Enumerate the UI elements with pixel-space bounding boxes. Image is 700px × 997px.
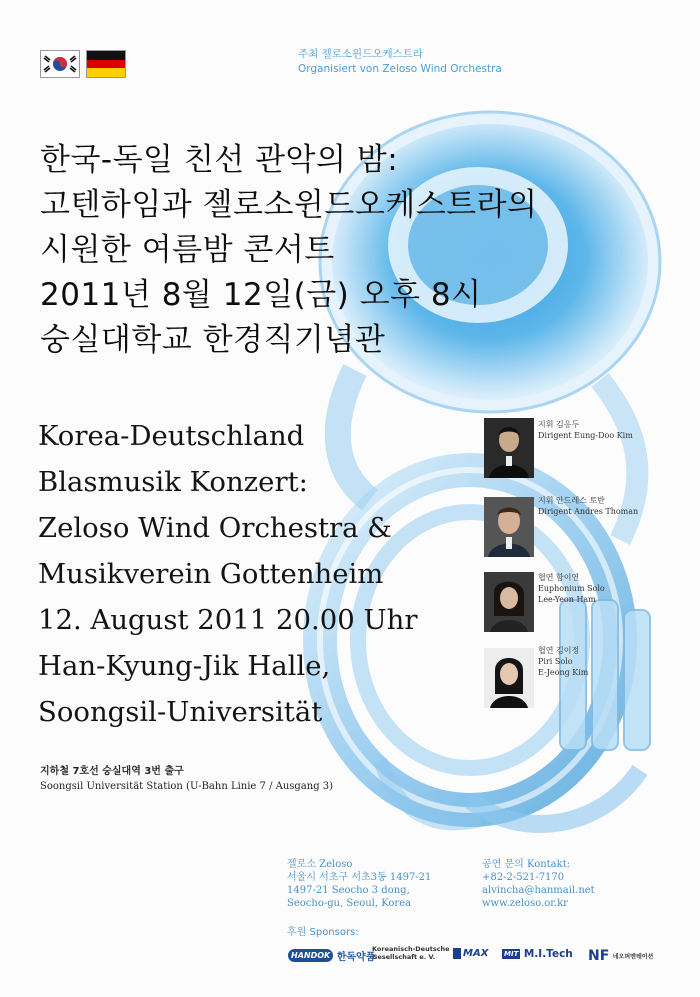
address-line: 서울시 서초구 서초3동 1497-21 bbox=[287, 872, 432, 883]
sponsor-mitech bbox=[502, 948, 573, 960]
sponsor-max bbox=[453, 948, 488, 959]
korean-title-line: 숭실대학교 한경직기념관 bbox=[40, 322, 386, 358]
german-title-line: Musikverein Gottenheim bbox=[38, 558, 384, 590]
performer-role-german: Dirigent Andres Thoman bbox=[538, 507, 639, 516]
conductor-thoman-photo bbox=[484, 497, 534, 557]
sponsor-name: 네오퍼멘테이션 bbox=[612, 953, 654, 961]
sponsors-label: 후원 Sponsors: bbox=[287, 927, 359, 938]
german-title-line: Blasmusik Konzert: bbox=[38, 466, 308, 498]
korean-title-line: 한국-독일 친선 관악의 밤: bbox=[40, 142, 399, 178]
contact-website[interactable]: www.zeloso.or.kr bbox=[482, 898, 568, 909]
german-title bbox=[38, 413, 418, 735]
sponsor-kdg bbox=[372, 945, 450, 961]
korean-title bbox=[40, 138, 538, 363]
contact-block bbox=[482, 858, 595, 910]
address-name: 젤로소 Zeloso bbox=[287, 859, 353, 870]
performer-name: E-Jeong Kim bbox=[538, 668, 589, 677]
station-german: Soongsil Universität Station (U-Bahn Linie 7 / Ausgang 3) bbox=[40, 781, 334, 792]
german-title-line: Han-Kyung-Jik Halle, bbox=[38, 650, 331, 682]
performer-1-text bbox=[538, 419, 633, 441]
sponsor-name: 한독약품 bbox=[336, 952, 376, 963]
contact-phone: +82-2-521-7170 bbox=[482, 872, 565, 883]
sponsor-name: Koreanisch-Deutsche bbox=[372, 945, 450, 953]
korean-title-line: 고텐하임과 젤로소윈드오케스트라의 bbox=[40, 187, 538, 223]
contact-email[interactable]: alvincha@hanmail.net bbox=[482, 885, 595, 896]
handok-logo-icon: HANDOK bbox=[288, 949, 333, 962]
korean-title-line: 2011년 8월 12일(금) 오후 8시 bbox=[40, 277, 482, 313]
max-logo-icon: MAX bbox=[453, 948, 488, 959]
performer-2-text bbox=[538, 495, 638, 517]
german-title-line: 12. August 2011 20.00 Uhr bbox=[38, 604, 418, 636]
sponsor-neofermentation bbox=[588, 948, 653, 964]
performer-role-korean: 협연 함이연 bbox=[538, 573, 580, 582]
performer-role-korean: 지휘 안드레스 토반 bbox=[538, 496, 605, 505]
performer-3-text bbox=[538, 572, 605, 605]
korea-flag-icon bbox=[40, 50, 80, 78]
conductor-kim-photo bbox=[484, 418, 534, 478]
organizer-german: Organisiert von Zeloso Wind Orchestra bbox=[298, 63, 502, 75]
station-korean: 지하철 7호선 숭실대역 3번 출구 bbox=[40, 766, 184, 777]
performer-4-text bbox=[538, 645, 588, 678]
performer-role-korean: 지휘 김응두 bbox=[538, 420, 580, 429]
performer-role-german: Piri Solo bbox=[538, 657, 573, 666]
subway-directions bbox=[40, 764, 333, 794]
organizer-korean: 주최 젤로소윈드오케스트라 bbox=[298, 48, 424, 60]
address-block bbox=[287, 858, 431, 910]
germany-flag-icon bbox=[86, 50, 126, 78]
sponsor-name: M.I.Tech bbox=[523, 948, 573, 960]
sponsor-handok bbox=[288, 948, 375, 963]
address-line: 1497-21 Seocho 3 dong, bbox=[287, 885, 410, 896]
performer-role-korean: 협연 김이정 bbox=[538, 646, 580, 655]
german-title-line: Zeloso Wind Orchestra & bbox=[38, 512, 392, 544]
performer-name: Lee-Yeon Ham bbox=[538, 595, 596, 604]
performer-role-german: Dirigent Eung-Doo Kim bbox=[538, 431, 633, 440]
korean-title-line: 시원한 여름밤 콘서트 bbox=[40, 232, 335, 268]
euphonium-soloist-photo bbox=[484, 572, 534, 632]
performer-role-german: Euphonium Solo bbox=[538, 584, 605, 593]
piri-soloist-photo bbox=[484, 648, 534, 708]
german-title-line: Korea-Deutschland bbox=[38, 420, 305, 452]
nf-logo-icon: NF bbox=[588, 948, 610, 964]
contact-label: 공연 문의 Kontakt: bbox=[482, 859, 571, 870]
sponsor-name: Gesellschaft e. V. bbox=[372, 953, 436, 961]
address-line: Seocho-gu, Seoul, Korea bbox=[287, 898, 412, 909]
german-title-line: Soongsil-Universität bbox=[38, 696, 323, 728]
organizer bbox=[298, 47, 502, 77]
mitech-logo-icon: MIT bbox=[504, 950, 519, 958]
